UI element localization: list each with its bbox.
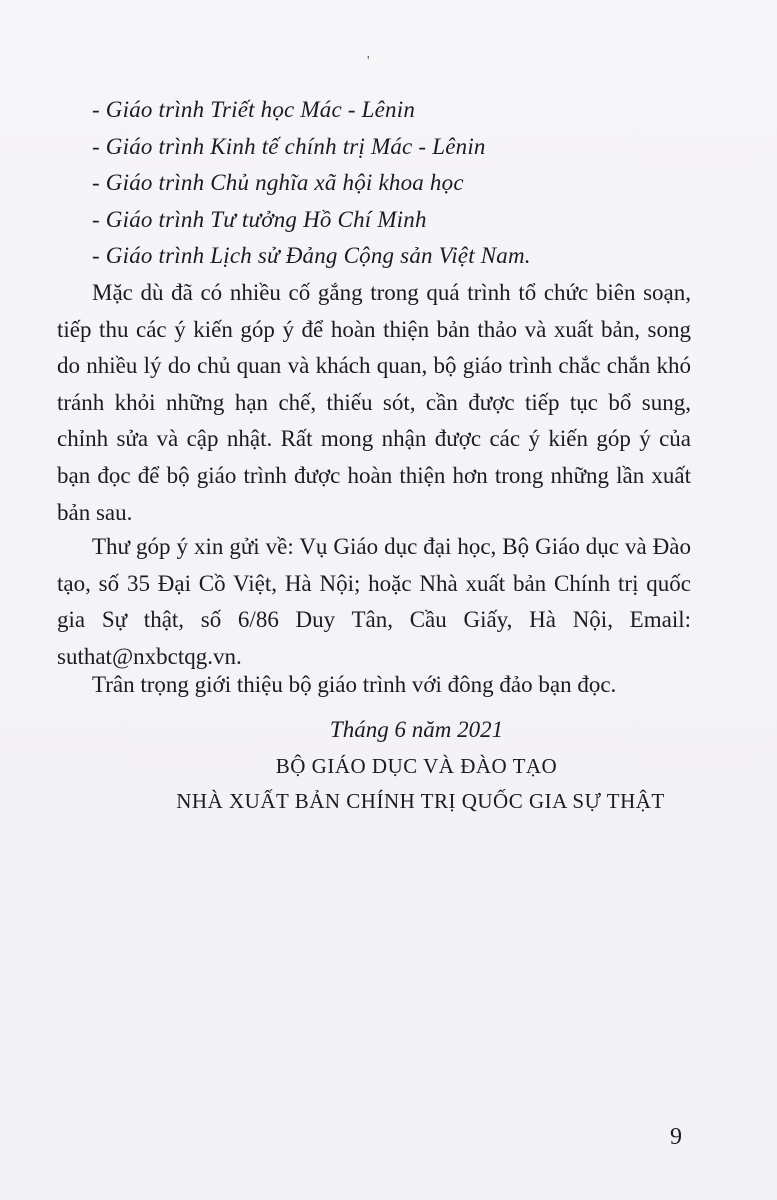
list-item: - Giáo trình Lịch sử Đảng Cộng sản Việt Nam. <box>92 243 531 269</box>
signature-date: Tháng 6 năm 2021 <box>329 717 504 742</box>
signature-publisher: NHÀ XUẤT BẢN CHÍNH TRỊ QUỐC GIA SỰ THẬT <box>176 789 665 813</box>
paragraph-introduction: Trân trọng giới thiệu bộ giáo trình với đông đảo bạn đọc. <box>92 672 617 697</box>
list-item: - Giáo trình Kinh tế chính trị Mác - Lênin <box>92 133 486 159</box>
signature-ministry: BỘ GIÁO DỤC VÀ ĐÀO TẠO <box>275 754 558 778</box>
list-item: - Giáo trình Chủ nghĩa xã hội khoa học <box>92 170 464 196</box>
list-item: - Giáo trình Triết học Mác - Lênin <box>92 97 416 122</box>
paragraph-limitations: Mặc dù đã có nhiều cố gắng trong quá trình tổ chức biên soạn, tiếp thu các ý kiến góp ý để hoàn thiện bản thảo và xuất bản, song do nhiều lý do chủ quan và khách quan, bộ giáo trình chắc chắn khó tránh khỏi những hạn chế, thiếu sót, cần được tiếp tục bổ sung, chỉnh sửa và cập nhật. Rất mong nhận được các ý kiến góp ý của bạn đọc để bộ giáo trình được hoàn thiện hơn trong những lần xuất bản sau. <box>57 280 691 525</box>
textbook-list <box>92 92 531 275</box>
paragraph-feedback-address: Thư góp ý xin gửi về: Vụ Giáo dục đại học, Bộ Giáo dục và Đào tạo, số 35 Đại Cồ Việt, Hà Nội; hoặc Nhà xuất bản Chính trị quốc gia Sự thật, số 6/86 Duy Tân, Cầu Giấy, Hà Nội, Email: suthat@nxbctqg.vn. <box>57 534 691 669</box>
print-mark: ' <box>367 54 370 69</box>
list-item: - Giáo trình Tư tưởng Hồ Chí Minh <box>92 206 427 232</box>
page-number: 9 <box>670 1124 682 1150</box>
